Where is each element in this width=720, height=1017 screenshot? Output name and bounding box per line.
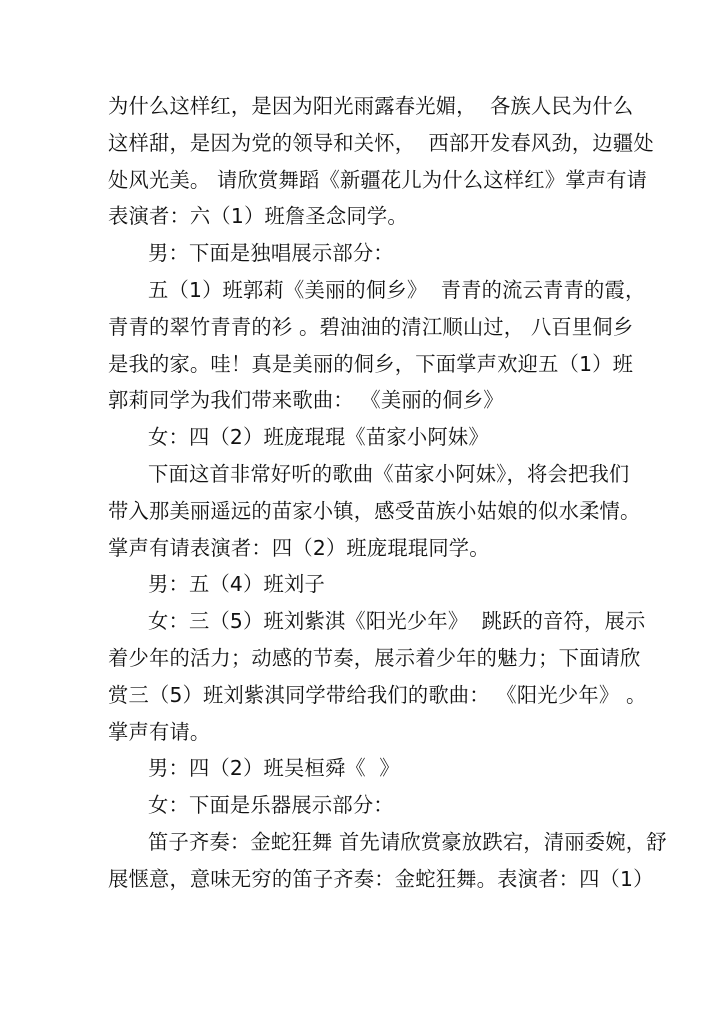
text-line-21: 笛子齐奏：金蛇狂舞 首先请欣赏豪放跌宕，清丽委婉，舒 [148, 829, 667, 854]
text-line-20: 女：下面是乐器展示部分： [148, 793, 394, 818]
text-line-14: 男：五（4）班刘子 [148, 572, 325, 597]
text-line-13: 掌声有请表演者：四（2）班庞琨琨同学。 [108, 535, 490, 560]
text-line-3: 处风光美。 请欣赏舞蹈《新疆花儿为什么这样红》掌声有请 [108, 167, 648, 192]
text-line-1: 为什么这样红，是因为阳光雨露春光媚， 各族人民为什么 [108, 94, 634, 118]
text-line-10: 女：四（2）班庞琨琨《苗家小阿妹》 [148, 425, 489, 450]
text-line-4: 表演者：六（1）班詹圣念同学。 [108, 204, 408, 229]
document-body [108, 88, 667, 898]
text-line-9: 郭莉同学为我们带来歌曲： 《美丽的侗乡》 [108, 388, 504, 413]
text-line-15: 女：三（5）班刘紫淇《阳光少年》 跳跃的音符，展示 [148, 609, 646, 634]
text-line-19: 男：四（2）班吴桓舜《 》 [148, 756, 400, 781]
text-line-7: 青青的翠竹青青的衫 。碧油油的清江顺山过， 八百里侗乡 [108, 314, 634, 339]
text-line-5: 男：下面是独唱展示部分： [148, 241, 394, 266]
text-line-18: 掌声有请。 [108, 719, 211, 744]
text-line-17: 赏三（5）班刘紫淇同学带给我们的歌曲： 《阳光少年》 。 [108, 682, 647, 707]
text-line-8: 是我的家。哇！真是美丽的侗乡，下面掌声欢迎五（1）班 [108, 351, 634, 376]
text-line-22: 展惬意，意味无穷的笛子齐奏：金蛇狂舞。表演者：四（1） [108, 866, 654, 891]
text-line-11: 下面这首非常好听的歌曲《苗家小阿妹》，将会把我们 [148, 461, 630, 486]
text-line-16: 着少年的活力；动感的节奏，展示着少年的魅力；下面请欣 [108, 645, 641, 670]
text-line-2: 这样甜，是因为党的领导和关怀， 西部开发春风劲，边疆处 [108, 130, 654, 155]
text-line-6: 五（1）班郭莉《美丽的侗乡》 青青的流云青青的霞， [148, 277, 646, 302]
text-line-12: 带入那美丽遥远的苗家小镇，感受苗族小姑娘的似水柔情。 [108, 498, 641, 523]
